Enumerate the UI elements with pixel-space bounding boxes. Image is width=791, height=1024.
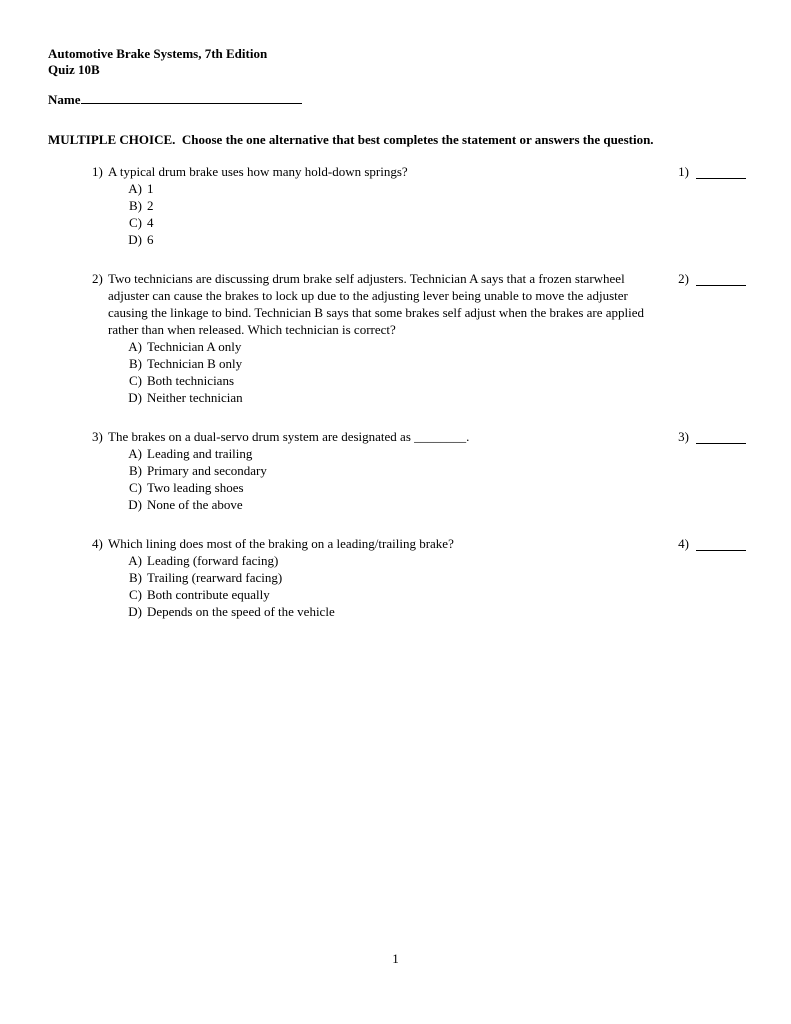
document-title: Automotive Brake Systems, 7th Edition — [48, 46, 268, 61]
option-letter: C) — [129, 215, 142, 230]
option-a — [127, 338, 657, 355]
option-letter: D) — [128, 390, 142, 405]
option-text: Trailing (rearward facing) — [147, 570, 283, 585]
question-number: 1) — [92, 164, 103, 179]
option-text: Technician A only — [147, 339, 242, 354]
option-letter: A) — [128, 446, 142, 461]
answer-number: 4) — [678, 536, 689, 551]
answer-line — [696, 535, 746, 551]
option-text: 6 — [147, 232, 154, 247]
name-label: Name — [48, 92, 81, 107]
question-number: 2) — [92, 271, 103, 286]
question-2 — [92, 270, 746, 406]
option-text: Two leading shoes — [147, 480, 244, 495]
option-text: Neither technician — [147, 390, 243, 405]
option-letter: D) — [128, 604, 142, 619]
option-letter: D) — [128, 232, 142, 247]
question-4 — [92, 535, 746, 620]
option-letter: B) — [129, 463, 142, 478]
option-d — [127, 231, 657, 248]
question-number: 3) — [92, 429, 103, 444]
answer-number: 2) — [678, 271, 689, 286]
option-text: Primary and secondary — [147, 463, 267, 478]
answer-blank-2 — [678, 270, 746, 287]
answer-line — [696, 270, 746, 286]
question-text: Which lining does most of the braking on a leading/trailing brake? — [108, 536, 454, 551]
answer-line — [696, 428, 746, 444]
question-1 — [92, 163, 746, 248]
question-3 — [92, 428, 746, 513]
option-letter: A) — [128, 553, 142, 568]
option-c — [127, 214, 657, 231]
question-text: A typical drum brake uses how many hold-down springs? — [108, 164, 408, 179]
option-b — [127, 462, 657, 479]
options — [127, 338, 657, 406]
option-letter: A) — [128, 339, 142, 354]
option-d — [127, 603, 657, 620]
question-list — [92, 163, 746, 642]
option-letter: C) — [129, 480, 142, 495]
options — [127, 552, 657, 620]
option-text: 1 — [147, 181, 154, 196]
answer-line — [696, 163, 746, 179]
options — [127, 180, 657, 248]
option-d — [127, 496, 657, 513]
quiz-number: Quiz 10B — [48, 62, 100, 77]
answer-blank-1 — [678, 163, 746, 180]
option-b — [127, 355, 657, 372]
option-text: 2 — [147, 198, 154, 213]
option-a — [127, 180, 657, 197]
option-letter: C) — [129, 373, 142, 388]
option-a — [127, 445, 657, 462]
option-d — [127, 389, 657, 406]
options — [127, 445, 657, 513]
option-text: Both contribute equally — [147, 587, 270, 602]
option-a — [127, 552, 657, 569]
option-text: Leading and trailing — [147, 446, 253, 461]
page-number: 1 — [392, 951, 399, 966]
option-text: Leading (forward facing) — [147, 553, 279, 568]
answer-number: 3) — [678, 429, 689, 444]
name-blank-line — [81, 89, 302, 104]
answer-blank-4 — [678, 535, 746, 552]
option-c — [127, 479, 657, 496]
option-letter: B) — [129, 198, 142, 213]
option-letter: A) — [128, 181, 142, 196]
option-letter: B) — [129, 570, 142, 585]
option-text: None of the above — [147, 497, 243, 512]
option-text: Both technicians — [147, 373, 235, 388]
option-letter: B) — [129, 356, 142, 371]
answer-blank-3 — [678, 428, 746, 445]
option-letter: D) — [128, 497, 142, 512]
option-c — [127, 586, 657, 603]
question-number: 4) — [92, 536, 103, 551]
document-header — [48, 46, 267, 78]
question-text: Two technicians are discussing drum brake self adjusters. Technician A says that a frozen starwheel adjuster can cause the brakes to lock up due to the adjusting lever being unable to move the adjuster causing the linkage to bind. Technician B says that some brakes self adjust when the brakes are applied rather than when released. Which technician is correct? — [108, 271, 645, 337]
name-row — [48, 89, 302, 108]
option-b — [127, 569, 657, 586]
option-text: Technician B only — [147, 356, 243, 371]
answer-number: 1) — [678, 164, 689, 179]
option-letter: C) — [129, 587, 142, 602]
option-text: Depends on the speed of the vehicle — [147, 604, 335, 619]
option-b — [127, 197, 657, 214]
question-text: The brakes on a dual-servo drum system are designated as ________. — [108, 429, 470, 444]
instructions-header: MULTIPLE CHOICE. Choose the one alternative that best completes the statement or answers the question. — [48, 132, 654, 147]
option-text: 4 — [147, 215, 154, 230]
option-c — [127, 372, 657, 389]
